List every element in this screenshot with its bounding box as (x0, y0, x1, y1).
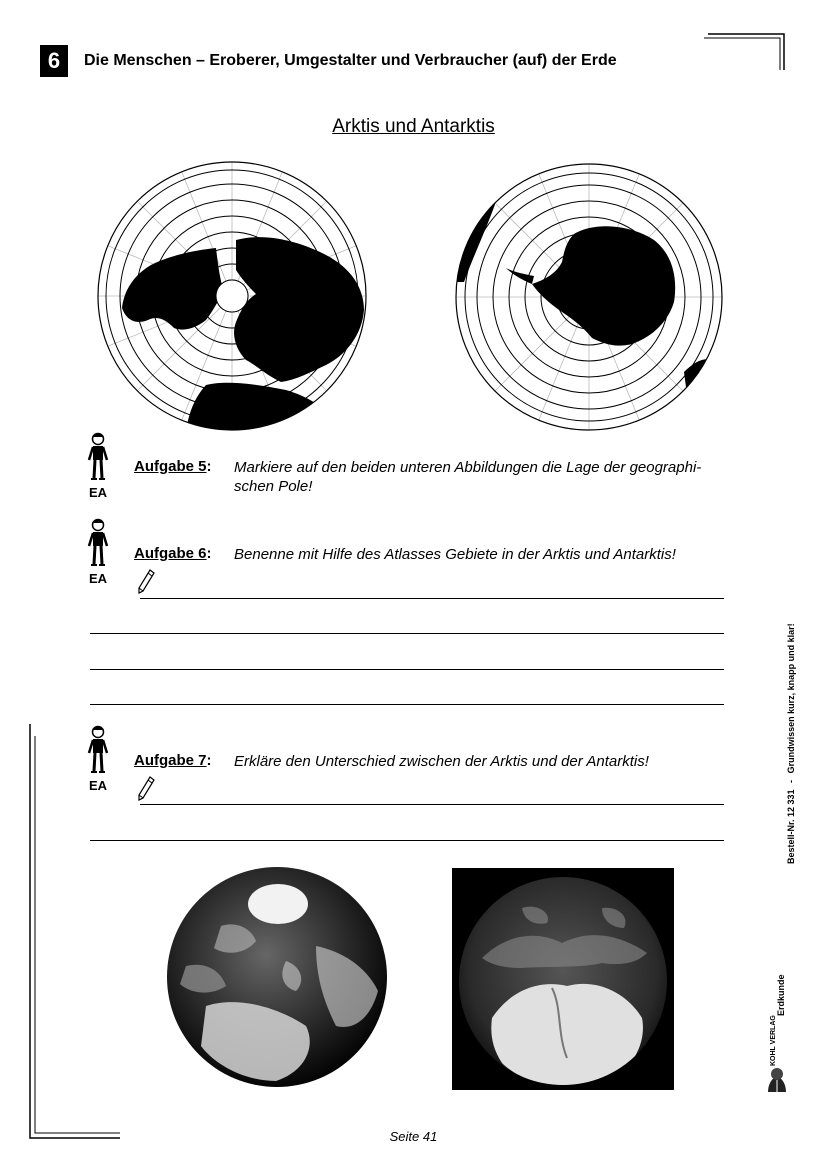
task-7-badge: EA (88, 778, 108, 793)
task-7-colon: : (206, 752, 212, 769)
task-6-colon: : (206, 545, 212, 562)
pencil-icon (136, 568, 156, 596)
side-separator: - (786, 779, 796, 783)
chapter-number: 6 (40, 45, 68, 77)
frame-top-right (700, 30, 790, 70)
task-7-text: Erkläre den Unterschied zwischen der Arktis und der Antarktis! (234, 753, 649, 770)
task-7-heading (134, 752, 212, 770)
person-icon (86, 518, 110, 570)
side-book-title: Grundwissen kurz, knapp und klar! (786, 623, 796, 774)
page-number: Seite 41 (389, 1129, 438, 1144)
antarctic-polar-map (454, 162, 724, 432)
publisher-logo-icon (764, 1066, 790, 1094)
publisher-name: KOHL VERLAG (770, 1015, 777, 1066)
answer-line[interactable] (140, 598, 724, 599)
task-6-badge: EA (88, 571, 108, 586)
side-order-number-text: Bestell-Nr. 12 331 (786, 789, 796, 864)
answer-line[interactable] (90, 840, 724, 841)
earth-photo-arctic (166, 866, 388, 1088)
answer-line[interactable] (90, 669, 724, 670)
person-icon (86, 725, 110, 777)
task-6-heading (134, 545, 212, 563)
chapter-title: Die Menschen – Eroberer, Umgestalter und Verbraucher (auf) der Erde (84, 52, 617, 69)
task-7-label: Aufgabe 7 (134, 752, 207, 769)
answer-line[interactable] (90, 633, 724, 634)
task-5-label: Aufgabe 5 (134, 458, 207, 475)
task-5-text-line1: Markiere auf den beiden unteren Abbildungen die Lage der geographi- (234, 459, 702, 476)
task-5-heading (134, 458, 212, 476)
answer-line[interactable] (140, 804, 724, 805)
task-5-text-line2: schen Pole! (234, 478, 313, 495)
task-5-colon: : (206, 458, 212, 475)
pencil-icon (136, 775, 156, 803)
task-6-text: Benenne mit Hilfe des Atlasses Gebiete in der Arktis und Antarktis! (234, 546, 676, 563)
earth-photo-antarctic (452, 868, 674, 1090)
task-6-label: Aufgabe 6 (134, 545, 207, 562)
task-5-badge: EA (88, 485, 108, 500)
side-subject: Erdkunde (776, 974, 786, 1016)
arctic-polar-map (96, 160, 368, 432)
task-5-text (234, 458, 754, 496)
answer-line[interactable] (90, 704, 724, 705)
side-order-number (786, 623, 796, 864)
person-icon (86, 432, 110, 484)
page-title: Arktis und Antarktis (332, 116, 495, 137)
